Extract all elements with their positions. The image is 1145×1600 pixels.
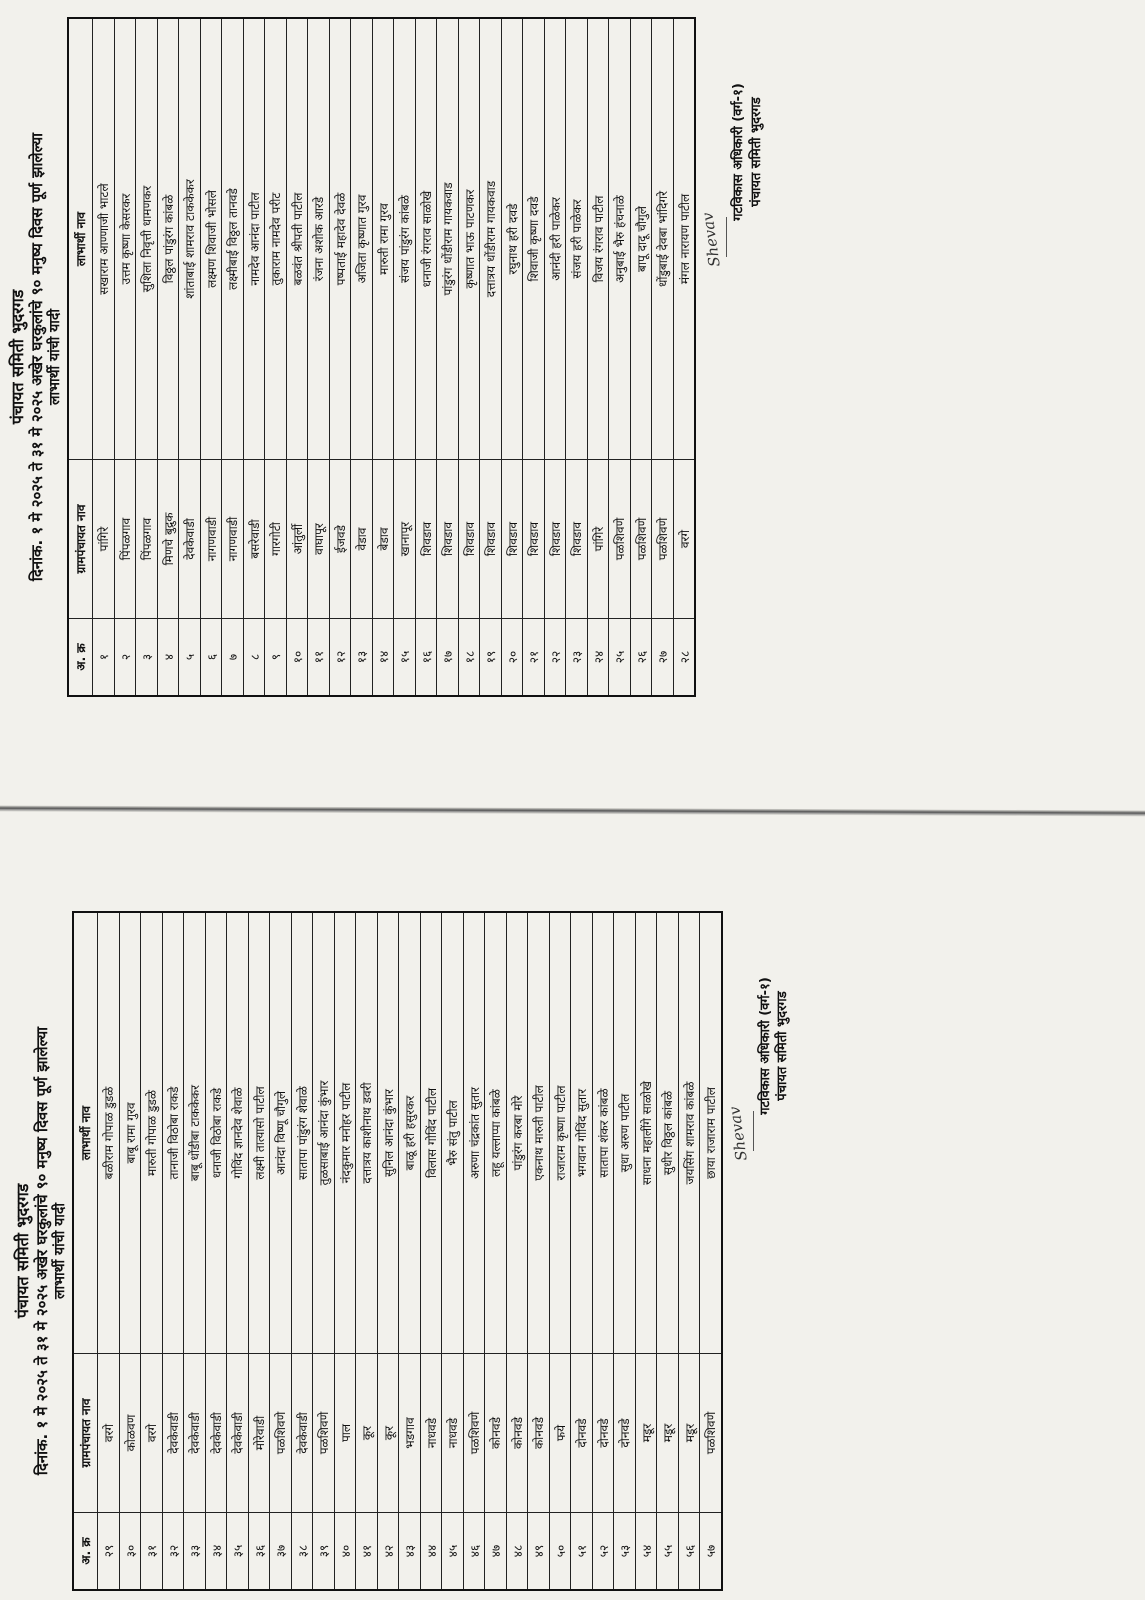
cell-gram-panchayat: भडगाव — [399, 1354, 421, 1513]
paper-fold-shadow — [0, 806, 1145, 817]
document-sheet-1 — [8, 17, 776, 697]
cell-beneficiary-name: शिवाजी कृष्णा दवडे — [523, 18, 545, 460]
cell-beneficiary-name: आनंदा विष्णू चौगुले — [270, 912, 292, 1354]
table-row — [458, 18, 480, 696]
table-row — [528, 912, 550, 1590]
table-row — [673, 18, 695, 696]
cell-beneficiary-name: सातापा शंकर कांबळे — [592, 912, 614, 1354]
cell-beneficiary-name: सुधीर विठ्ठल कांबळे — [657, 912, 679, 1354]
table-row — [377, 912, 399, 1590]
cell-serial-number: २६ — [630, 619, 652, 697]
table-row — [136, 18, 158, 696]
cell-gram-panchayat: कोळवण — [119, 1354, 141, 1513]
cell-gram-panchayat: पळशिवणे — [609, 460, 631, 619]
cell-beneficiary-name: तुळसाबाई आनंदा कुंभार — [313, 912, 335, 1354]
cell-serial-number: ३ — [136, 619, 158, 697]
cell-serial-number: ४८ — [506, 1513, 528, 1591]
sheet-subtitle: दिनांक. १ मे २०२५ ते ३१ मे २०२५ अखेर घरकुलांचे ९० मनुष्य दिवस पूर्ण झालेल्या — [33, 1026, 51, 1476]
table-row — [372, 18, 394, 696]
cell-serial-number: ५५ — [657, 1513, 679, 1591]
cell-beneficiary-name: छाया राजाराम पाटील — [700, 912, 722, 1354]
cell-gram-panchayat: कूर — [356, 1354, 378, 1513]
cell-gram-panchayat: देवकेवाडी — [162, 1354, 184, 1513]
cell-serial-number: १५ — [394, 619, 416, 697]
cell-beneficiary-name: बाबू रामा गुरव — [119, 912, 141, 1354]
cell-gram-panchayat: शिवडाव — [544, 460, 566, 619]
cell-serial-number: ३३ — [184, 1513, 206, 1591]
cell-gram-panchayat: देवकेवाडी — [227, 1354, 249, 1513]
cell-serial-number: ३२ — [162, 1513, 184, 1591]
cell-serial-number: ३० — [119, 1513, 141, 1591]
table-row — [635, 912, 657, 1590]
cell-beneficiary-name: धोंडुबाई देवबा भांदिगरे — [652, 18, 674, 460]
table-row — [162, 912, 184, 1590]
table-row — [334, 912, 356, 1590]
cell-gram-panchayat: शिवडाव — [437, 460, 459, 619]
cell-serial-number: ५३ — [614, 1513, 636, 1591]
header-sr: अ. क्र — [68, 619, 93, 697]
table-row — [205, 912, 227, 1590]
cell-beneficiary-name: पांडुरंग धोंडीराम गायकवाड — [437, 18, 459, 460]
cell-serial-number: ४० — [334, 1513, 356, 1591]
cell-beneficiary-name: मारुती रामा गुरव — [372, 18, 394, 460]
cell-gram-panchayat: मिणचे बुद्रुक — [157, 460, 179, 619]
cell-gram-panchayat: दोनवडे — [592, 1354, 614, 1513]
cell-beneficiary-name: लक्ष्मण शिवाजी भोसले — [200, 18, 222, 460]
cell-serial-number: २८ — [673, 619, 695, 697]
cell-serial-number: २१ — [523, 619, 545, 697]
cell-serial-number: ५४ — [635, 1513, 657, 1591]
cell-gram-panchayat: पळशिवणे — [630, 460, 652, 619]
designation-office: पंचायत समिती भुदरगड — [775, 991, 791, 1101]
cell-beneficiary-name: साधना महालींगे साळोखे — [635, 912, 657, 1354]
cell-beneficiary-name: बळीराम गोपाळ डुडळे — [98, 912, 120, 1354]
cell-gram-panchayat: खानापूर — [394, 460, 416, 619]
cell-serial-number: ७ — [222, 619, 244, 697]
table-row — [657, 912, 679, 1590]
cell-serial-number: ३४ — [205, 1513, 227, 1591]
table-row — [399, 912, 421, 1590]
table-row — [415, 18, 437, 696]
cell-gram-panchayat: कूर — [377, 1354, 399, 1513]
sheet-subtitle-list: लाभार्थी यांची यादी — [46, 309, 63, 405]
table-row — [243, 18, 265, 696]
table-row — [614, 912, 636, 1590]
cell-gram-panchayat: पांगिरे — [93, 460, 115, 619]
signature: Shevav — [725, 1105, 751, 1162]
table-row — [480, 18, 502, 696]
cell-serial-number: ९ — [265, 619, 287, 697]
signature-underline — [753, 1111, 754, 1151]
table-row — [98, 912, 120, 1590]
cell-gram-panchayat: नागणवाडी — [200, 460, 222, 619]
table-row — [356, 912, 378, 1590]
cell-gram-panchayat: मडूर — [635, 1354, 657, 1513]
cell-serial-number: ५७ — [700, 1513, 722, 1591]
cell-beneficiary-name: सुशिला निवृत्ती धामणकर — [136, 18, 158, 460]
cell-beneficiary-name: शांताबाई शामराव टाककेकर — [179, 18, 201, 460]
cell-beneficiary-name: दत्तात्रय धोंडीराम गायकवाड — [480, 18, 502, 460]
table-row — [609, 18, 631, 696]
table-row — [119, 912, 141, 1590]
cell-gram-panchayat: गारगोटी — [265, 460, 287, 619]
cell-gram-panchayat: पळशिवणे — [700, 1354, 722, 1513]
cell-gram-panchayat: कोनवडे — [528, 1354, 550, 1513]
sheet-subtitle-list: लाभार्थी यांची यादी — [51, 1203, 68, 1299]
cell-beneficiary-name: सखाराम आण्णाजी भाटले — [93, 18, 115, 460]
cell-gram-panchayat: वरगे — [98, 1354, 120, 1513]
cell-gram-panchayat: मडूर — [657, 1354, 679, 1513]
cell-serial-number: २ — [114, 619, 136, 697]
cell-beneficiary-name: जयसिंग शामराव कांबळे — [678, 912, 700, 1354]
designation-office: पंचायत समिती भुदरगड — [748, 97, 764, 207]
table-row — [652, 18, 674, 696]
cell-serial-number: ४२ — [377, 1513, 399, 1591]
cell-gram-panchayat: नाधवडे — [420, 1354, 442, 1513]
table-row — [506, 912, 528, 1590]
cell-gram-panchayat: पळशिवणे — [652, 460, 674, 619]
table-row — [141, 912, 163, 1590]
header-beneficiary-name: लाभार्थी नाव — [73, 912, 98, 1354]
cell-gram-panchayat: बसरेवाडी — [243, 460, 265, 619]
cell-beneficiary-name: विजय रंगराव पाटील — [587, 18, 609, 460]
cell-serial-number: ६ — [200, 619, 222, 697]
cell-beneficiary-name: अरुणा चंद्रकांत सुतार — [463, 912, 485, 1354]
cell-gram-panchayat: ईजवडे — [329, 460, 351, 619]
cell-gram-panchayat: शिवडाव — [415, 460, 437, 619]
designation — [730, 47, 765, 257]
table-row — [291, 912, 313, 1590]
cell-beneficiary-name: सुनिल आनंदा कुंभार — [377, 912, 399, 1354]
cell-gram-panchayat: पिंपळगाव — [114, 460, 136, 619]
table-row — [463, 912, 485, 1590]
table-row — [394, 18, 416, 696]
cell-gram-panchayat: वरगे — [673, 460, 695, 619]
cell-serial-number: ४४ — [420, 1513, 442, 1591]
cell-serial-number: ४ — [157, 619, 179, 697]
cell-beneficiary-name: नंदकुमार मनोहर पाटील — [334, 912, 356, 1354]
table-row — [523, 18, 545, 696]
table-body — [98, 912, 722, 1590]
table-header-row — [73, 912, 98, 1590]
cell-serial-number: ३८ — [291, 1513, 313, 1591]
beneficiary-table — [72, 911, 723, 1591]
cell-beneficiary-name: बळवंत श्रीपती पाटील — [286, 18, 308, 460]
cell-beneficiary-name: अजिता कृष्णात गुरव — [351, 18, 373, 460]
cell-gram-panchayat: मडूर — [678, 1354, 700, 1513]
cell-gram-panchayat: कोनवडे — [506, 1354, 528, 1513]
cell-gram-panchayat: नाधवडे — [442, 1354, 464, 1513]
cell-gram-panchayat: पाल — [334, 1354, 356, 1513]
sheet-title: पंचायत समिती भुदरगड — [8, 289, 27, 425]
cell-serial-number: १३ — [351, 619, 373, 697]
cell-beneficiary-name: कृष्णात भाऊ पाटणकर — [458, 18, 480, 460]
cell-beneficiary-name: एकनाथ मारुती पाटील — [528, 912, 550, 1354]
cell-serial-number: २५ — [609, 619, 631, 697]
cell-beneficiary-name: धनाजी रंगराव साळोखे — [415, 18, 437, 460]
table-row — [678, 912, 700, 1590]
table-row — [501, 18, 523, 696]
cell-beneficiary-name: सातापा पांडुरंग शेवाळे — [291, 912, 313, 1354]
cell-serial-number: ४७ — [485, 1513, 507, 1591]
cell-gram-panchayat: कोनवडे — [485, 1354, 507, 1513]
designation-title: गटविकास अधिकारी (वर्ग-१) — [757, 977, 773, 1115]
table-row — [308, 18, 330, 696]
cell-beneficiary-name: विठ्ठल पांडुरंग कांबळे — [157, 18, 179, 460]
cell-gram-panchayat: वेडाव — [351, 460, 373, 619]
table-row — [587, 18, 609, 696]
table-row — [544, 18, 566, 696]
cell-serial-number: ३६ — [248, 1513, 270, 1591]
table-row — [222, 18, 244, 696]
cell-serial-number: ५२ — [592, 1513, 614, 1591]
table-row — [265, 18, 287, 696]
cell-beneficiary-name: बाबू धोंडीबा टाककेकर — [184, 912, 206, 1354]
cell-gram-panchayat: वरगे — [141, 1354, 163, 1513]
cell-gram-panchayat: देवकेवाडी — [179, 460, 201, 619]
cell-serial-number: १९ — [480, 619, 502, 697]
signature-underline — [726, 217, 727, 257]
cell-beneficiary-name: लक्ष्मी तात्यासो पाटील — [248, 912, 270, 1354]
table-header-row — [68, 18, 93, 696]
cell-serial-number: १२ — [329, 619, 351, 697]
cell-beneficiary-name: दत्तात्रय काशीनाथ डवरी — [356, 912, 378, 1354]
table-row — [184, 912, 206, 1590]
cell-beneficiary-name: आनंदी हरी पाळेकर — [544, 18, 566, 460]
table-row — [286, 18, 308, 696]
header-gram-panchayat: ग्रामपंचायत नाव — [68, 460, 93, 619]
cell-beneficiary-name: विलास गोविंद पाटील — [420, 912, 442, 1354]
table-row — [485, 912, 507, 1590]
cell-gram-panchayat: शिवडाव — [458, 460, 480, 619]
table-row — [248, 912, 270, 1590]
table-row — [179, 18, 201, 696]
cell-gram-panchayat: आंतुर्ली — [286, 460, 308, 619]
table-row — [351, 18, 373, 696]
table-row — [93, 18, 115, 696]
document-sheet-2 — [13, 911, 803, 1591]
signature-block — [696, 17, 776, 697]
table-row — [157, 18, 179, 696]
cell-gram-panchayat: शिवडाव — [480, 460, 502, 619]
cell-serial-number: २२ — [544, 619, 566, 697]
cell-gram-panchayat: देवकेवाडी — [291, 1354, 313, 1513]
cell-serial-number: २० — [501, 619, 523, 697]
cell-beneficiary-name: तुकाराम नामदेव परीट — [265, 18, 287, 460]
cell-gram-panchayat: देवकेवाडी — [184, 1354, 206, 1513]
cell-beneficiary-name: उत्तम कृष्णा केसरकर — [114, 18, 136, 460]
cell-gram-panchayat: पळशिवणे — [270, 1354, 292, 1513]
cell-beneficiary-name: सुधा अरुण पाटील — [614, 912, 636, 1354]
table-row — [571, 912, 593, 1590]
table-row — [329, 18, 351, 696]
cell-gram-panchayat: पिंपळगाव — [136, 460, 158, 619]
cell-beneficiary-name: गोविंद ज्ञानदेव शेवाळे — [227, 912, 249, 1354]
table-row — [442, 912, 464, 1590]
cell-gram-panchayat: देवकेवाडी — [205, 1354, 227, 1513]
cell-serial-number: ५० — [549, 1513, 571, 1591]
cell-serial-number: १ — [93, 619, 115, 697]
cell-gram-panchayat: दोनवडे — [571, 1354, 593, 1513]
cell-serial-number: ५ — [179, 619, 201, 697]
cell-gram-panchayat: वाघापूर — [308, 460, 330, 619]
table-row — [227, 912, 249, 1590]
cell-gram-panchayat: दोनवडे — [614, 1354, 636, 1513]
header-gram-panchayat: ग्रामपंचायत नाव — [73, 1354, 98, 1513]
cell-serial-number: १४ — [372, 619, 394, 697]
header-sr: अ. क्र — [73, 1513, 98, 1591]
cell-beneficiary-name: भगवान गोविंद सुतार — [571, 912, 593, 1354]
table-row — [114, 18, 136, 696]
cell-beneficiary-name: नामदेव आनंदा पाटील — [243, 18, 265, 460]
cell-serial-number: ५१ — [571, 1513, 593, 1591]
cell-serial-number: ११ — [308, 619, 330, 697]
table-row — [270, 912, 292, 1590]
beneficiary-table — [67, 17, 696, 697]
cell-beneficiary-name: मंगल नारायण पाटील — [673, 18, 695, 460]
table-row — [630, 18, 652, 696]
table-row — [592, 912, 614, 1590]
table-row — [420, 912, 442, 1590]
table-row — [200, 18, 222, 696]
sheet-title: पंचायत समिती भुदरगड — [13, 1183, 32, 1319]
cell-serial-number: १८ — [458, 619, 480, 697]
cell-gram-panchayat: फये — [549, 1354, 571, 1513]
cell-serial-number: २४ — [587, 619, 609, 697]
signature-block — [723, 911, 803, 1591]
cell-beneficiary-name: पष्पताई महादेव देवळे — [329, 18, 351, 460]
cell-serial-number: ३५ — [227, 1513, 249, 1591]
cell-serial-number: ४९ — [528, 1513, 550, 1591]
cell-beneficiary-name: लक्ष्मीबाई विठ्ठल तानवडे — [222, 18, 244, 460]
cell-serial-number: २३ — [566, 619, 588, 697]
cell-beneficiary-name: रघुनाथ हरी दवडे — [501, 18, 523, 460]
cell-gram-panchayat: शिवडाव — [523, 460, 545, 619]
cell-serial-number: २७ — [652, 619, 674, 697]
cell-gram-panchayat: मोरेवाडी — [248, 1354, 270, 1513]
cell-beneficiary-name: लहू यल्लाप्पा कांबळे — [485, 912, 507, 1354]
cell-gram-panchayat: पळशिवणे — [463, 1354, 485, 1513]
table-row — [566, 18, 588, 696]
cell-serial-number: ४३ — [399, 1513, 421, 1591]
header-beneficiary-name: लाभार्थी नाव — [68, 18, 93, 460]
cell-serial-number: ५६ — [678, 1513, 700, 1591]
cell-serial-number: १६ — [415, 619, 437, 697]
cell-beneficiary-name: राजाराम कृष्णा पाटील — [549, 912, 571, 1354]
cell-beneficiary-name: रंजना अशोक आरडे — [308, 18, 330, 460]
cell-beneficiary-name: बापू दादू चौगुले — [630, 18, 652, 460]
cell-serial-number: ४६ — [463, 1513, 485, 1591]
cell-gram-panchayat: पळशिवणे — [313, 1354, 335, 1513]
cell-gram-panchayat: शिवडाव — [501, 460, 523, 619]
cell-serial-number: ३९ — [313, 1513, 335, 1591]
cell-beneficiary-name: बाळू हरी हसुरकर — [399, 912, 421, 1354]
cell-beneficiary-name: अनुबाई भैरु हंचनाळे — [609, 18, 631, 460]
designation-title: गटविकास अधिकारी (वर्ग-१) — [731, 83, 747, 221]
table-row — [437, 18, 459, 696]
cell-serial-number: ३७ — [270, 1513, 292, 1591]
table-row — [313, 912, 335, 1590]
table-body — [93, 18, 696, 696]
cell-gram-panchayat: शिवडाव — [566, 460, 588, 619]
cell-gram-panchayat: बेडाव — [372, 460, 394, 619]
cell-serial-number: ३१ — [141, 1513, 163, 1591]
cell-serial-number: ८ — [243, 619, 265, 697]
cell-serial-number: ४५ — [442, 1513, 464, 1591]
table-row — [700, 912, 722, 1590]
cell-beneficiary-name: मारुती गोपाळ डुडळे — [141, 912, 163, 1354]
table-row — [549, 912, 571, 1590]
cell-gram-panchayat: नागणवाडी — [222, 460, 244, 619]
cell-beneficiary-name: संजय पांडुरंग कांबळे — [394, 18, 416, 460]
cell-beneficiary-name: धनाजी विठोबा राकडे — [205, 912, 227, 1354]
cell-serial-number: २९ — [98, 1513, 120, 1591]
cell-serial-number: १० — [286, 619, 308, 697]
designation — [757, 941, 792, 1151]
cell-gram-panchayat: पांगिरे — [587, 460, 609, 619]
cell-serial-number: १७ — [437, 619, 459, 697]
signature: Shevav — [698, 211, 724, 268]
cell-beneficiary-name: पांडुरंग करबा मोरे — [506, 912, 528, 1354]
cell-beneficiary-name: भैरु संतु पाटील — [442, 912, 464, 1354]
sheet-subtitle: दिनांक. १ मे २०२५ ते ३१ मे २०२५ अखेर घरकुलांचे ९० मनुष्य दिवस पूर्ण झालेल्या — [28, 132, 46, 582]
cell-serial-number: ४१ — [356, 1513, 378, 1591]
cell-beneficiary-name: संजय हरी पाळेकर — [566, 18, 588, 460]
cell-beneficiary-name: तानाजी विठोबा राकडे — [162, 912, 184, 1354]
